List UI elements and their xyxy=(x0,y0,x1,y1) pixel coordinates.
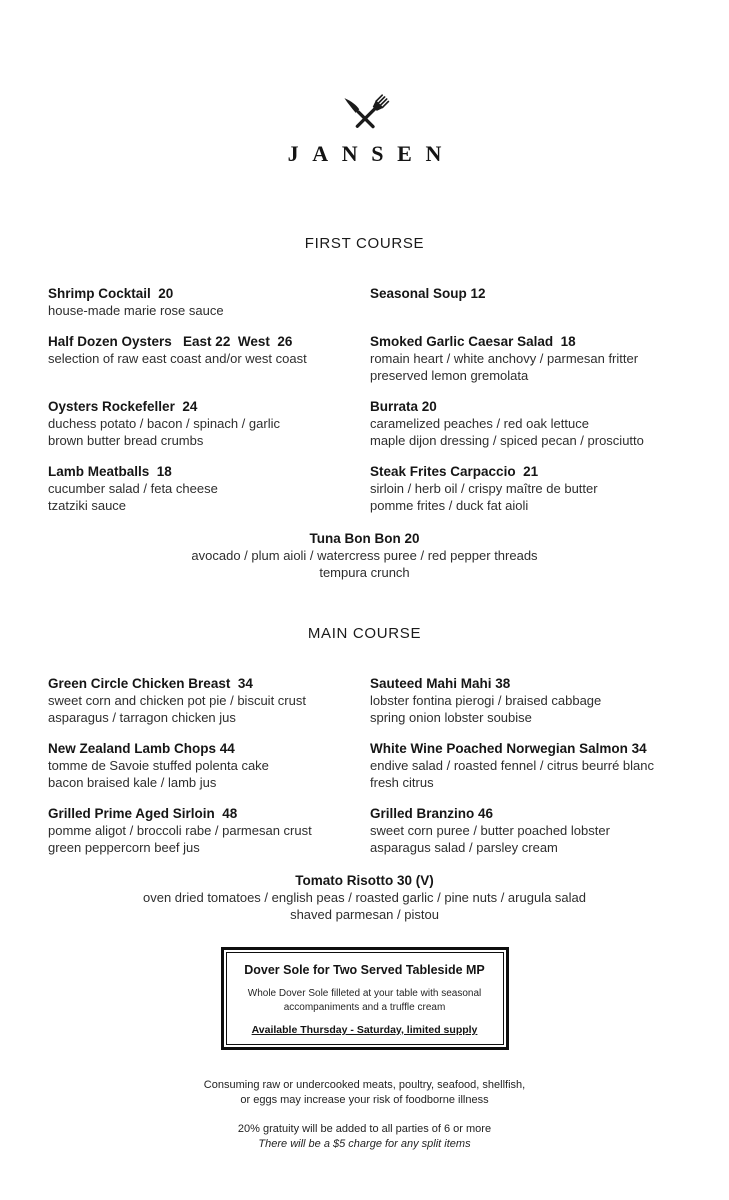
menu-item-title: Smoked Garlic Caesar Salad 18 xyxy=(370,334,576,349)
menu-item-green-circle-chicken-breast xyxy=(48,675,370,740)
menu-item-white-wine-poached-salmon xyxy=(370,740,717,805)
menu-item-desc: endive salad / roasted fennel / citrus beurré blanc xyxy=(370,758,655,773)
menu-item-title: White Wine Poached Norwegian Salmon 34 xyxy=(370,741,647,756)
menu-item-title: Green Circle Chicken Breast 34 xyxy=(48,676,253,691)
menu-item-burrata xyxy=(370,398,717,463)
feature-availability: Available Thursday - Saturday, limited supply xyxy=(251,1024,478,1036)
menu-item-title: Sauteed Mahi Mahi 38 xyxy=(370,676,511,691)
menu-item-desc: oven dried tomatoes / english peas / roasted garlic / pine nuts / arugula salad xyxy=(143,890,586,905)
menu-item-desc: pomme frites / duck fat aioli xyxy=(370,498,529,513)
menu-item-oysters-rockefeller xyxy=(48,398,370,463)
feature-title: Dover Sole for Two Served Tableside MP xyxy=(244,963,485,977)
menu-item-desc: spring onion lobster soubise xyxy=(370,710,532,725)
first-course-grid xyxy=(48,285,717,528)
menu-item-tuna-bon-bon xyxy=(0,530,729,581)
menu-item-desc: maple dijon dressing / spiced pecan / prosciutto xyxy=(370,433,644,448)
gratuity-note: 20% gratuity will be added to all parties of 6 or more xyxy=(237,1123,492,1135)
menu-item-desc: avocado / plum aioli / watercress puree / red pepper threads xyxy=(191,548,538,563)
menu-item-desc: selection of raw east coast and/or west coast xyxy=(48,351,307,366)
menu-item-grilled-prime-aged-sirloin xyxy=(48,805,370,870)
menu-item-seasonal-soup xyxy=(370,285,717,333)
main-course-grid xyxy=(48,675,717,870)
menu-item-steak-frites-carpaccio xyxy=(370,463,717,528)
health-disclaimer-line: Consuming raw or undercooked meats, poultry, seafood, shellfish, xyxy=(203,1079,526,1091)
menu-item-title: Grilled Branzino 46 xyxy=(370,806,494,821)
menu-item-desc: sirloin / herb oil / crispy maître de butter xyxy=(370,481,598,496)
brand-wordmark: JANSEN xyxy=(287,141,456,166)
feature-description-line: Whole Dover Sole filleted at your table with seasonal xyxy=(247,988,482,999)
main-course-heading: MAIN COURSE xyxy=(307,625,422,642)
menu-item-desc: sweet corn puree / butter poached lobster xyxy=(370,823,610,838)
menu-item-desc: asparagus / tarragon chicken jus xyxy=(48,710,236,725)
menu-item-desc: cucumber salad / feta cheese xyxy=(48,481,218,496)
menu-item-title: New Zealand Lamb Chops 44 xyxy=(48,741,235,756)
menu-item-title: Burrata 20 xyxy=(370,399,437,414)
menu-item-desc: caramelized peaches / red oak lettuce xyxy=(370,416,589,431)
menu-item-desc: tomme de Savoie stuffed polenta cake xyxy=(48,758,269,773)
menu-item-desc: pomme aligot / broccoli rabe / parmesan crust xyxy=(48,823,312,838)
menu-item-grilled-branzino xyxy=(370,805,717,870)
menu-item-desc: bacon braised kale / lamb jus xyxy=(48,775,217,790)
menu-item-desc: fresh citrus xyxy=(370,775,434,790)
menu-item-title: Lamb Meatballs 18 xyxy=(48,464,172,479)
menu-item-title: Grilled Prime Aged Sirloin 48 xyxy=(48,806,238,821)
menu-item-title: Steak Frites Carpaccio 21 xyxy=(370,464,539,479)
dover-sole-feature-box xyxy=(221,947,509,1050)
menu-item-title: Seasonal Soup 12 xyxy=(370,286,486,301)
menu-item-half-dozen-oysters xyxy=(48,333,370,398)
health-disclaimer-line: or eggs may increase your risk of foodborne illness xyxy=(240,1094,489,1106)
menu-item-title: Tuna Bon Bon 20 xyxy=(309,531,420,546)
menu-item-title: Tomato Risotto 30 (V) xyxy=(295,873,434,888)
feature-description xyxy=(233,987,497,1015)
feature-description-line: accompaniments and a truffle cream xyxy=(283,1002,446,1013)
menu-item-desc: lobster fontina pierogi / braised cabbage xyxy=(370,693,602,708)
split-charge-note: There will be a $5 charge for any split items xyxy=(258,1138,471,1150)
menu-item-desc: romain heart / white anchovy / parmesan fritter xyxy=(370,351,639,366)
menu-item-desc: house-made marie rose sauce xyxy=(48,303,224,318)
menu-item-desc: preserved lemon gremolata xyxy=(370,368,529,383)
menu-item-desc: sweet corn and chicken pot pie / biscuit crust xyxy=(48,693,306,708)
menu-item-desc: duchess potato / bacon / spinach / garlic xyxy=(48,416,280,431)
menu-item-title: Half Dozen Oysters East 22 West 26 xyxy=(48,334,293,349)
menu-item-title: Oysters Rockefeller 24 xyxy=(48,399,198,414)
menu-item-sauteed-mahi-mahi xyxy=(370,675,717,740)
menu-item-new-zealand-lamb-chops xyxy=(48,740,370,805)
menu-item-desc: green peppercorn beef jus xyxy=(48,840,200,855)
crossed-knife-fork-icon xyxy=(0,90,729,138)
menu-item-smoked-garlic-caesar-salad xyxy=(370,333,717,398)
first-course-heading: FIRST COURSE xyxy=(304,235,425,252)
feature-box-inner xyxy=(226,952,504,1045)
menu-item-desc: brown butter bread crumbs xyxy=(48,433,204,448)
menu-item-title: Shrimp Cocktail 20 xyxy=(48,286,174,301)
brand-logo xyxy=(0,0,729,167)
footer-notes xyxy=(0,1078,729,1152)
menu-item-tomato-risotto xyxy=(0,872,729,923)
menu-item-desc: tempura crunch xyxy=(319,565,410,580)
menu-item-desc: shaved parmesan / pistou xyxy=(290,907,439,922)
menu-item-desc: tzatziki sauce xyxy=(48,498,127,513)
menu-item-lamb-meatballs xyxy=(48,463,370,528)
menu-item-desc: asparagus salad / parsley cream xyxy=(370,840,558,855)
menu-item-shrimp-cocktail xyxy=(48,285,370,333)
